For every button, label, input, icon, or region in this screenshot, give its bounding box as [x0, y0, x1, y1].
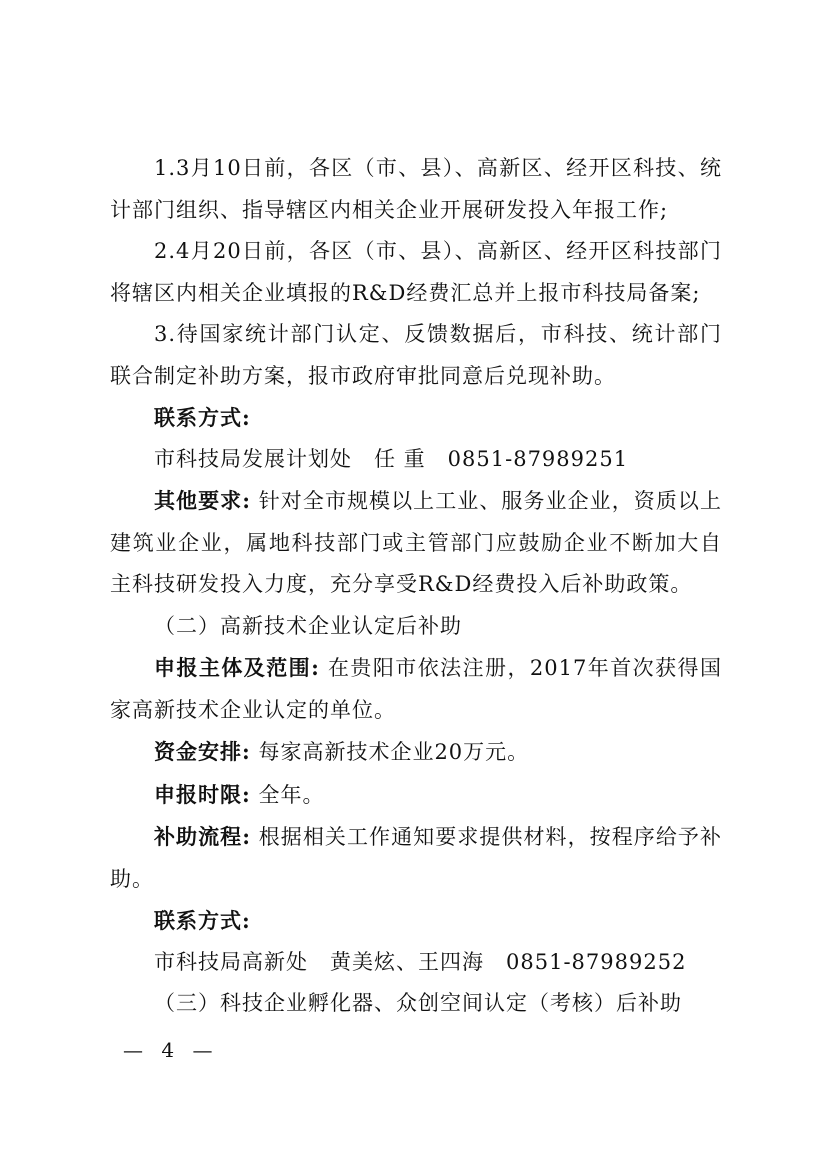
other-requirements — [110, 480, 722, 606]
process-paragraph — [110, 816, 722, 900]
procedure-item-2: 2.4月20日前，各区（市、县）、高新区、经开区科技部门将辖区内相关企业填报的R&D经费汇总并上报市科技局备案; — [110, 239, 722, 305]
contact-line-2: 市科技局高新处 黄美炫、王四海 0851-87989252 — [154, 949, 687, 974]
period-text: 全年。 — [250, 782, 325, 807]
contact-line-1: 市科技局发展计划处 任 重 0851-87989251 — [154, 446, 629, 471]
contact-label-2: 联系方式: — [154, 908, 251, 933]
procedure-item-1: 1.3月10日前，各区（市、县）、高新区、经开区科技、统计部门组织、指导辖区内相关企业开展研发投入年报工作; — [110, 156, 722, 222]
process-text: 根据相关工作通知要求提供材料，按程序给予补助。 — [110, 825, 722, 891]
contact-label-1: 联系方式: — [154, 405, 251, 430]
section-2-heading: （二）高新技术企业认定后补助 — [154, 613, 462, 638]
section-3-heading: （三）科技企业孵化器、众创空间认定（考核）后补助 — [154, 991, 682, 1015]
other-requirements-label: 其他要求: — [154, 488, 251, 513]
other-requirements-text: 针对全市规模以上工业、服务业企业，资质以上建筑业企业，属地科技部门或主管部门应鼓励企业不断加大自主科技研发投入力度，充分享受R&D经费投入后补助政策。 — [110, 489, 722, 596]
period-paragraph — [110, 774, 722, 817]
scope-paragraph — [110, 647, 722, 731]
scope-label: 申报主体及范围: — [154, 655, 320, 680]
page-number: — 4 — — [123, 1038, 219, 1062]
page-content — [110, 148, 722, 1025]
funds-label: 资金安排: — [154, 739, 251, 764]
period-label: 申报时限: — [154, 781, 251, 807]
scope-text: 在贵阳市依法注册，2017年首次获得国家高新技术企业认定的单位。 — [110, 656, 722, 722]
process-label: 补助流程: — [154, 824, 251, 849]
funds-paragraph — [110, 731, 722, 774]
procedure-item-3: 3.待国家统计部门认定、反馈数据后，市科技、统计部门联合制定补助方案，报市政府审批同意后兑现补助。 — [110, 322, 722, 388]
funds-text: 每家高新技术企业20万元。 — [250, 740, 530, 764]
